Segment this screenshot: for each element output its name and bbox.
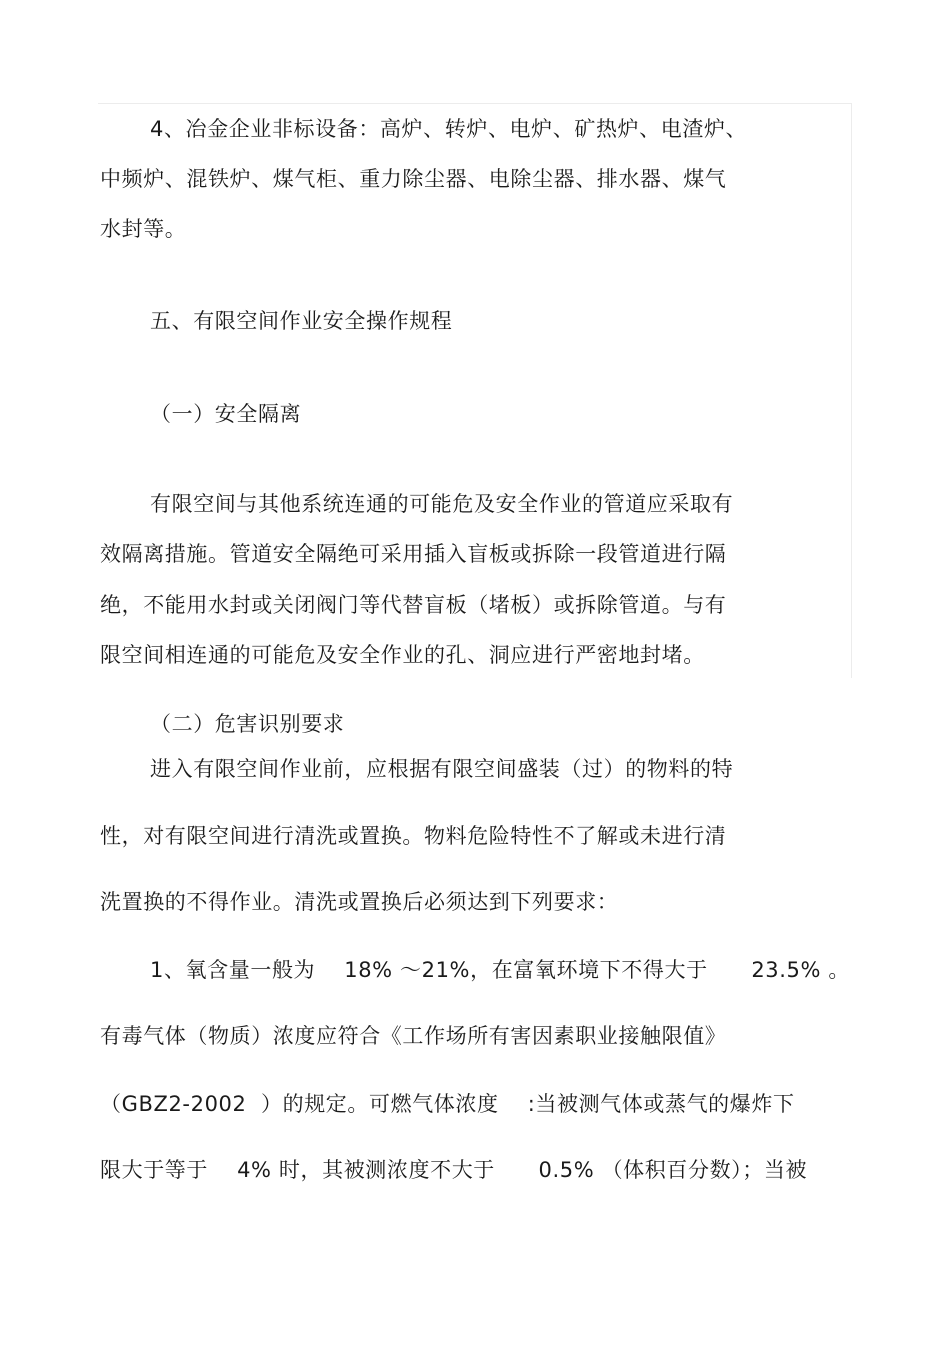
text-line: 中频炉、混铁炉、煤气柜、重力除尘器、电除尘器、排水器、煤气 bbox=[100, 167, 727, 191]
section-heading: 五、有限空间作业安全操作规程 bbox=[150, 309, 453, 333]
text-line: 进入有限空间作业前，应根据有限空间盛装（过）的物料的特 bbox=[150, 757, 734, 781]
page-border-right bbox=[851, 103, 852, 678]
text-line: 性，对有限空间进行清洗或置换。物料危险特性不了解或未进行清 bbox=[100, 824, 727, 848]
text-line: 1、氧含量一般为 18% ～21%，在富氧环境下不得大于 23.5% 。 bbox=[150, 958, 850, 982]
subsection-heading: （二）危害识别要求 bbox=[150, 712, 345, 736]
text-line: 绝，不能用水封或关闭阀门等代替盲板（堵板）或拆除管道。与有 bbox=[100, 593, 727, 617]
text-line: 效隔离措施。管道安全隔绝可采用插入盲板或拆除一段管道进行隔 bbox=[100, 542, 727, 566]
text-line: 限大于等于 4% 时，其被测浓度不大于 0.5% （体积百分数）；当被 bbox=[100, 1158, 808, 1182]
text-line: 水封等。 bbox=[100, 217, 187, 241]
text-line: 4、冶金企业非标设备：高炉、转炉、电炉、矿热炉、电渣炉、 bbox=[150, 117, 748, 141]
text-line: 有限空间与其他系统连通的可能危及安全作业的管道应采取有 bbox=[150, 492, 734, 516]
text-line: 有毒气体（物质）浓度应符合《工作场所有害因素职业接触限值》 bbox=[100, 1024, 727, 1048]
page-border-top bbox=[98, 103, 851, 104]
text-line: 洗置换的不得作业。清洗或置换后必须达到下列要求： bbox=[100, 890, 619, 914]
text-line: （GBZ2-2002 ）的规定。可燃气体浓度 :当被测气体或蒸气的爆炸下 bbox=[100, 1092, 795, 1116]
subsection-heading: （一）安全隔离 bbox=[150, 402, 302, 426]
text-line: 限空间相连通的可能危及安全作业的孔、洞应进行严密地封堵。 bbox=[100, 643, 705, 667]
